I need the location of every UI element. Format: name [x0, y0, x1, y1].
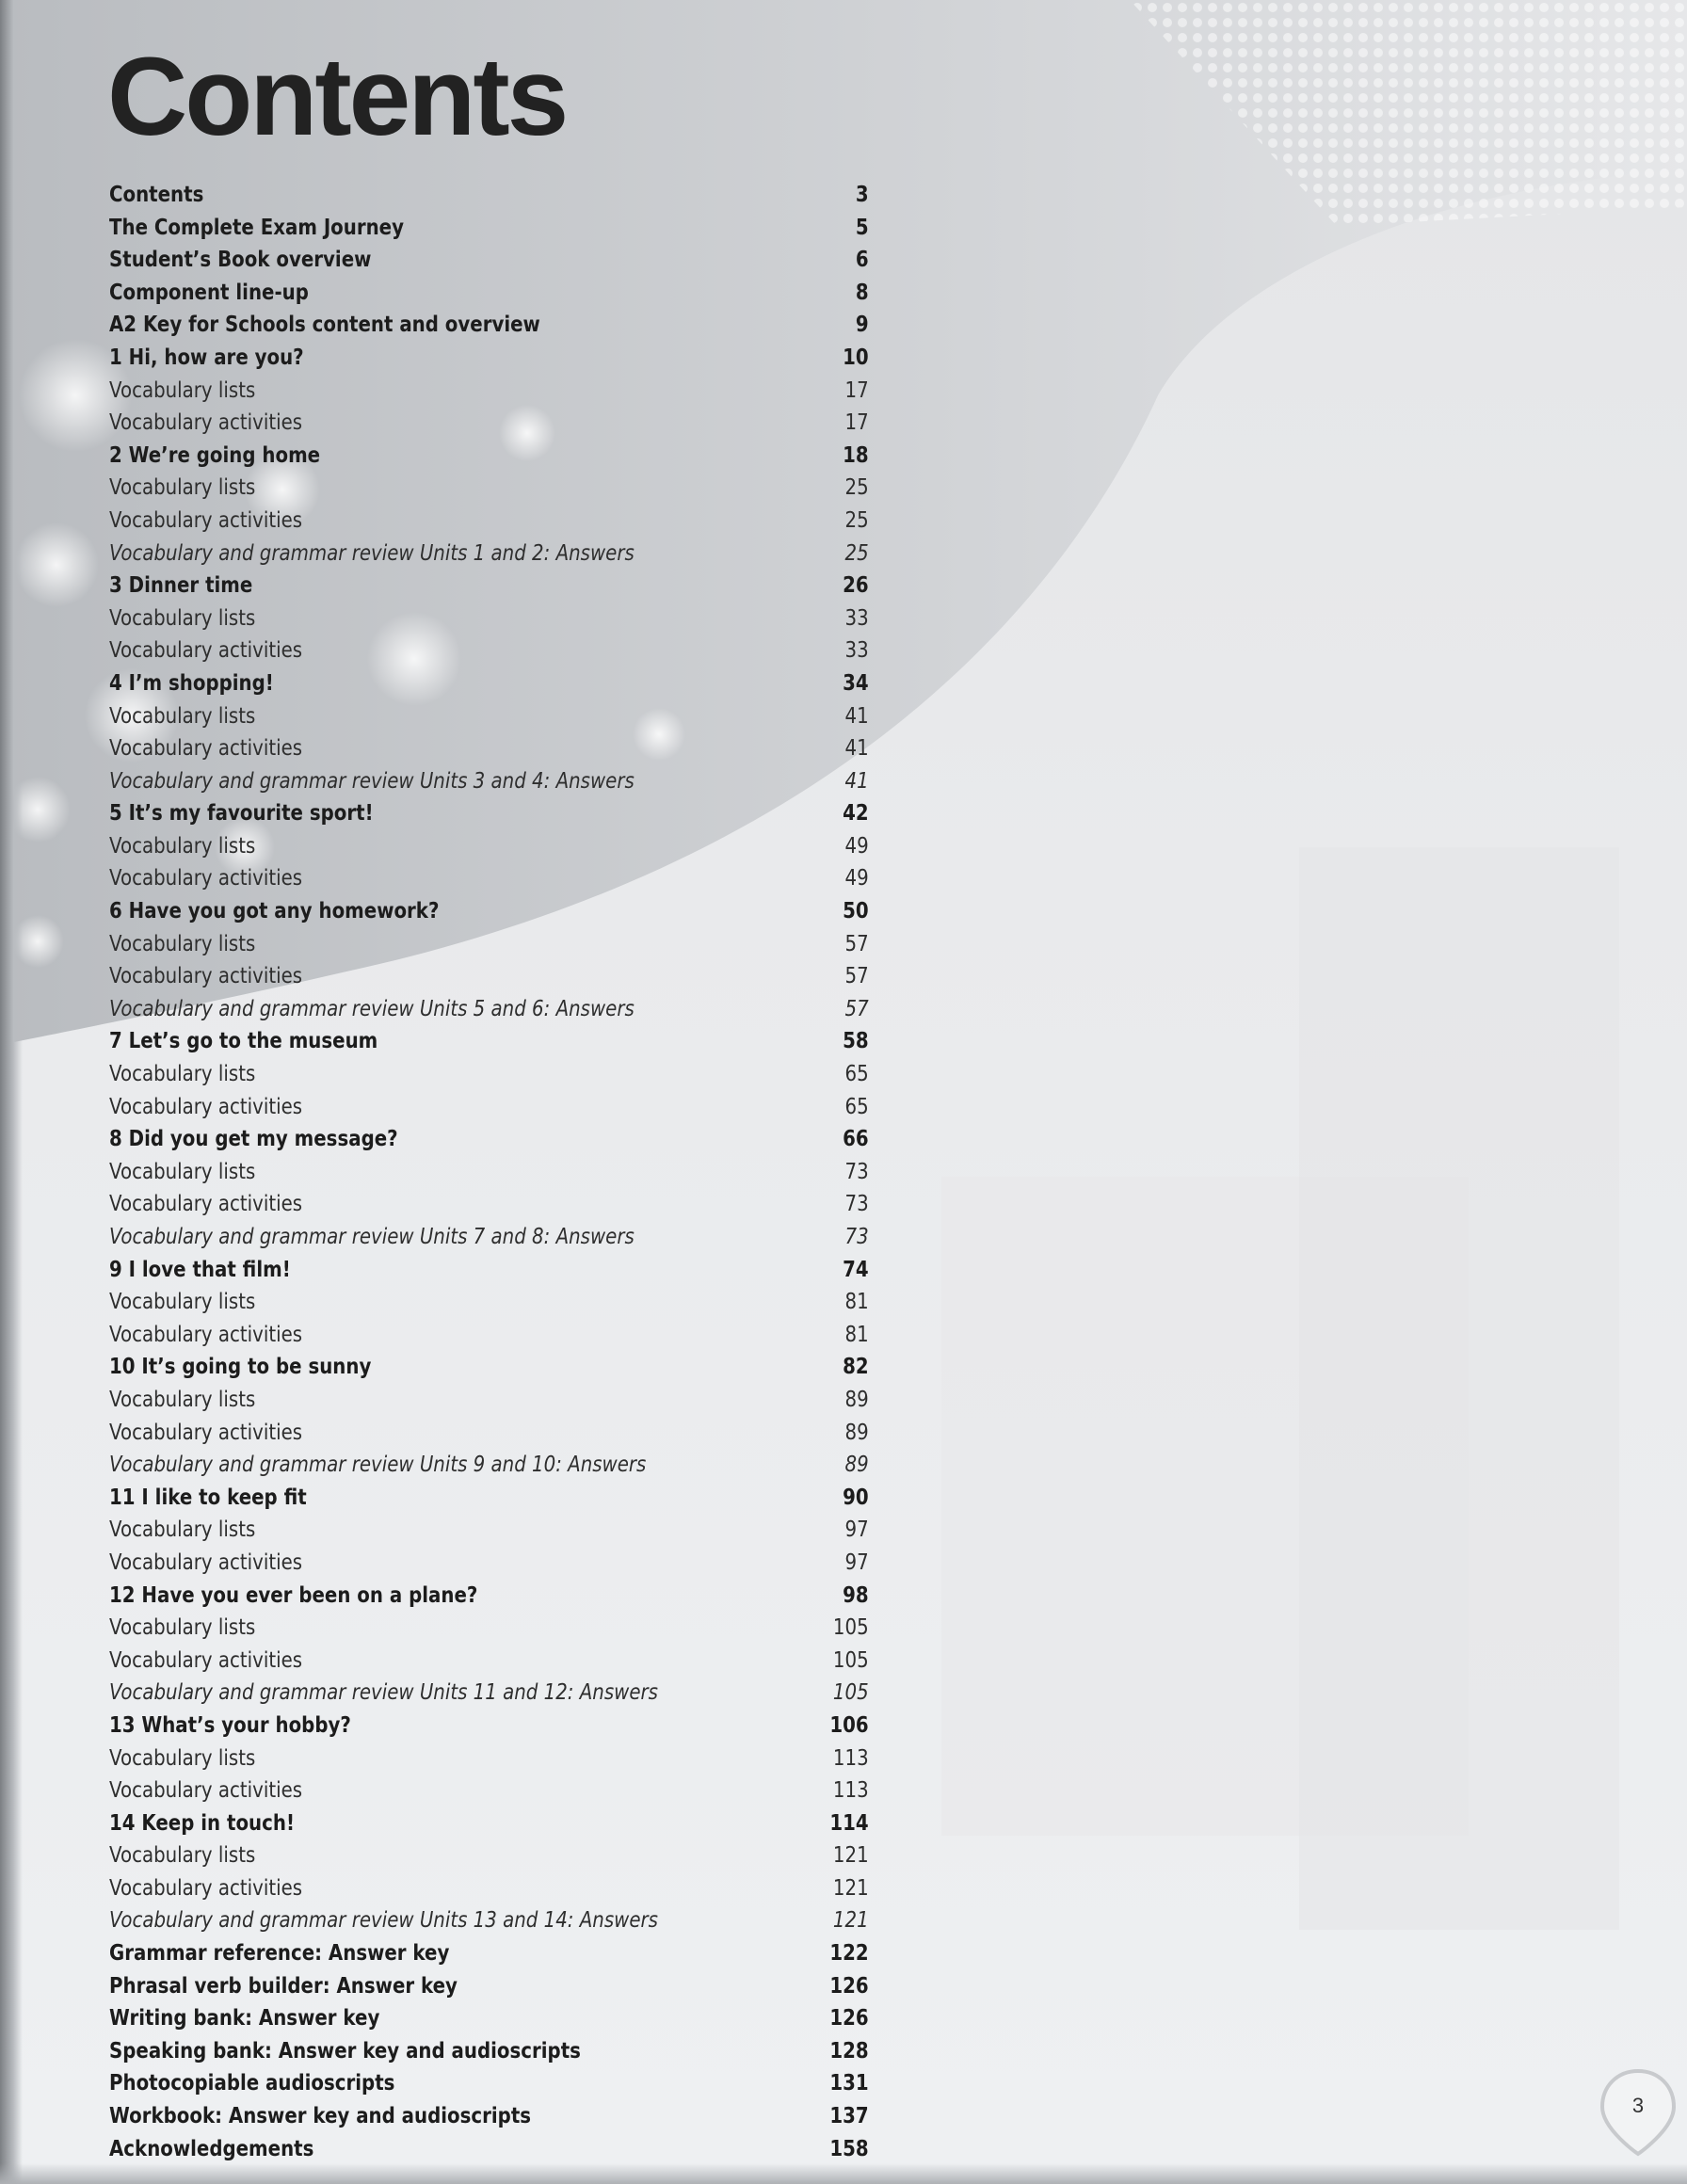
toc-entry	[109, 342, 869, 375]
toc-entry-page-number: 121	[832, 1875, 869, 1901]
toc-entry	[109, 634, 869, 667]
toc-entry-page-number: 8	[855, 280, 869, 305]
toc-entry	[109, 179, 869, 212]
toc-entry-page-number: 66	[843, 1127, 869, 1152]
toc-entry	[109, 700, 869, 733]
toc-entry-label: Vocabulary activities	[109, 1420, 303, 1445]
toc-entry	[109, 1839, 869, 1872]
toc-entry-page-number: 105	[832, 1615, 869, 1641]
toc-entry	[109, 732, 869, 765]
toc-entry	[109, 440, 869, 473]
toc-entry-label: Vocabulary activities	[109, 1778, 303, 1804]
toc-entry	[109, 570, 869, 602]
toc-entry-label: Vocabulary and grammar review Units 11 and 12: Answers	[109, 1680, 658, 1706]
toc-entry	[109, 1904, 869, 1937]
toc-entry-label: Phrasal verb builder: Answer key	[109, 1973, 458, 1999]
toc-entry	[109, 1970, 869, 2003]
toc-entry-label: 4 I’m shopping!	[109, 670, 274, 696]
toc-entry-page-number: 128	[829, 2038, 869, 2064]
toc-entry-page-number: 73	[844, 1192, 869, 1217]
toc-entry-label: Vocabulary lists	[109, 1290, 256, 1315]
toc-entry	[109, 1091, 869, 1124]
toc-entry-page-number: 65	[844, 1094, 869, 1119]
toc-entry	[109, 667, 869, 700]
toc-entry-label: Vocabulary and grammar review Units 13 and 14: Answers	[109, 1908, 658, 1934]
toc-entry-label: Vocabulary activities	[109, 1322, 303, 1347]
toc-entry-page-number: 26	[843, 573, 869, 599]
toc-entry-label: Grammar reference: Answer key	[109, 1941, 450, 1967]
toc-entry-label: Vocabulary activities	[109, 1094, 303, 1119]
toc-entry	[109, 1937, 869, 1970]
toc-entry-label: 1 Hi, how are you?	[109, 345, 304, 370]
toc-entry	[109, 830, 869, 863]
toc-entry-page-number: 81	[844, 1322, 869, 1347]
page-title: Contents	[107, 35, 567, 159]
toc-entry-page-number: 17	[844, 410, 869, 436]
toc-entry-label: Student’s Book overview	[109, 248, 372, 273]
page-number: 3	[1631, 2094, 1645, 2117]
toc-entry-label: 8 Did you get my message?	[109, 1127, 398, 1152]
toc-entry-page-number: 126	[829, 2006, 869, 2031]
toc-entry	[109, 1417, 869, 1450]
toc-entry-label: Photocopiable audioscripts	[109, 2071, 395, 2096]
toc-entry	[109, 1254, 869, 1287]
toc-entry-page-number: 33	[844, 638, 869, 664]
toc-entry-page-number: 3	[855, 183, 869, 207]
toc-entry	[109, 277, 869, 310]
toc-entry-page-number: 113	[832, 1778, 869, 1804]
toc-entry-label: 14 Keep in touch!	[109, 1810, 295, 1836]
toc-entry-label: Vocabulary lists	[109, 931, 256, 956]
toc-entry	[109, 928, 869, 961]
toc-entry	[109, 2067, 869, 2100]
toc-entry	[109, 1677, 869, 1710]
toc-entry-label: The Complete Exam Journey	[109, 215, 404, 240]
toc-entry	[109, 505, 869, 538]
toc-entry-label: Writing bank: Answer key	[109, 2006, 380, 2031]
toc-entry-label: Vocabulary lists	[109, 833, 256, 859]
toc-entry-label: Vocabulary activities	[109, 1647, 303, 1673]
toc-entry	[109, 1156, 869, 1189]
toc-entry-page-number: 5	[855, 215, 869, 240]
toc-entry-page-number: 114	[829, 1810, 869, 1836]
toc-entry-label: 10 It’s going to be sunny	[109, 1355, 372, 1380]
toc-entry-label: Vocabulary lists	[109, 1518, 256, 1543]
toc-entry-page-number: 9	[855, 313, 869, 338]
toc-entry-page-number: 34	[843, 670, 869, 696]
toc-entry-page-number: 17	[844, 377, 869, 403]
toc-entry	[109, 895, 869, 928]
toc-entry-page-number: 41	[844, 703, 869, 729]
toc-entry-label: 5 It’s my favourite sport!	[109, 801, 374, 827]
toc-entry-page-number: 105	[832, 1647, 869, 1673]
toc-entry	[109, 1221, 869, 1254]
toc-entry-label: Vocabulary lists	[109, 377, 256, 403]
toc-entry	[109, 538, 869, 570]
toc-entry-page-number: 41	[844, 768, 869, 794]
toc-entry	[109, 1384, 869, 1417]
toc-entry-page-number: 57	[844, 931, 869, 956]
toc-entry	[109, 1123, 869, 1156]
toc-entry-page-number: 105	[832, 1680, 869, 1706]
toc-entry	[109, 1742, 869, 1775]
toc-entry-label: Vocabulary activities	[109, 1550, 303, 1575]
toc-entry	[109, 1547, 869, 1580]
toc-entry	[109, 602, 869, 635]
toc-entry	[109, 993, 869, 1026]
toc-entry	[109, 244, 869, 277]
toc-entry-label: 2 We’re going home	[109, 442, 321, 468]
toc-entry-page-number: 131	[829, 2071, 869, 2096]
toc-entry	[109, 1351, 869, 1384]
toc-entry	[109, 1449, 869, 1482]
toc-entry-page-number: 58	[843, 1029, 869, 1054]
toc-entry-page-number: 25	[844, 507, 869, 533]
page-bottom-edge	[0, 2163, 1687, 2184]
toc-entry	[109, 1774, 869, 1807]
toc-entry-label: Vocabulary and grammar review Units 7 and 8: Answers	[109, 1225, 635, 1249]
toc-entry-page-number: 121	[832, 1843, 869, 1869]
toc-entry	[109, 2035, 869, 2068]
toc-entry	[109, 1807, 869, 1840]
toc-entry	[109, 2002, 869, 2035]
toc-entry-page-number: 25	[844, 540, 869, 566]
toc-entry-label: Vocabulary activities	[109, 736, 303, 762]
toc-entry-page-number: 33	[844, 605, 869, 631]
toc-entry-page-number: 97	[844, 1550, 869, 1575]
toc-entry-label: Vocabulary activities	[109, 410, 303, 436]
toc-entry-page-number: 126	[829, 1973, 869, 1999]
toc-entry-label: Contents	[109, 183, 204, 207]
toc-entry-page-number: 82	[843, 1355, 869, 1380]
toc-entry-label: Vocabulary and grammar review Units 1 and 2: Answers	[109, 540, 635, 566]
toc-entry-label: Vocabulary lists	[109, 1745, 256, 1771]
toc-entry-page-number: 89	[844, 1453, 869, 1478]
toc-entry-page-number: 122	[829, 1941, 869, 1967]
toc-entry-label: Vocabulary lists	[109, 703, 256, 729]
toc-entry-label: Vocabulary lists	[109, 1387, 256, 1412]
toc-entry	[109, 960, 869, 993]
toc-entry	[109, 862, 869, 895]
toc-entry-label: 6 Have you got any homework?	[109, 899, 440, 924]
toc-entry	[109, 1710, 869, 1742]
toc-entry-label: Workbook: Answer key and audioscripts	[109, 2104, 532, 2129]
toc-entry-label: Vocabulary activities	[109, 964, 303, 989]
toc-entry-page-number: 57	[844, 964, 869, 989]
toc-entry-label: Vocabulary lists	[109, 1843, 256, 1869]
toc-entry	[109, 1188, 869, 1221]
toc-entry-page-number: 65	[844, 1062, 869, 1087]
toc-entry-page-number: 113	[832, 1745, 869, 1771]
toc-entry-label: 9 I love that film!	[109, 1257, 291, 1282]
toc-entry-page-number: 73	[844, 1225, 869, 1249]
toc-entry-label: A2 Key for Schools content and overview	[109, 313, 540, 338]
toc-entry-page-number: 49	[844, 833, 869, 859]
toc-entry	[109, 1482, 869, 1515]
toc-entry-label: 3 Dinner time	[109, 573, 253, 599]
toc-entry	[109, 1058, 869, 1091]
toc-entry	[109, 1514, 869, 1547]
toc-entry-page-number: 74	[843, 1257, 869, 1282]
toc-entry	[109, 407, 869, 440]
toc-entry	[109, 1580, 869, 1613]
toc-entry	[109, 472, 869, 505]
toc-entry-label: 13 What’s your hobby?	[109, 1712, 351, 1738]
toc-entry	[109, 2133, 869, 2166]
toc-entry-page-number: 89	[844, 1387, 869, 1412]
toc-entry-page-number: 50	[843, 899, 869, 924]
toc-entry-label: Acknowledgements	[109, 2136, 314, 2161]
toc-entry-page-number: 10	[843, 345, 869, 370]
toc-entry-page-number: 97	[844, 1518, 869, 1543]
toc-entry-label: 11 I like to keep fit	[109, 1485, 307, 1510]
toc-entry-page-number: 121	[832, 1908, 869, 1934]
toc-entry-label: Vocabulary lists	[109, 475, 256, 501]
toc-entry-page-number: 42	[843, 801, 869, 827]
toc-entry-label: Vocabulary lists	[109, 1159, 256, 1184]
toc-entry-page-number: 41	[844, 736, 869, 762]
toc-entry-page-number: 106	[829, 1712, 869, 1738]
toc-entry	[109, 309, 869, 342]
toc-entry-page-number: 89	[844, 1420, 869, 1445]
toc-entry-label: Vocabulary lists	[109, 605, 256, 631]
toc-entry	[109, 765, 869, 798]
toc-entry-label: Vocabulary and grammar review Units 9 and 10: Answers	[109, 1453, 647, 1478]
toc-entry-page-number: 6	[855, 248, 869, 273]
toc-entry-label: Vocabulary lists	[109, 1062, 256, 1087]
toc-entry-label: Vocabulary activities	[109, 507, 303, 533]
page-spine-shadow	[0, 0, 23, 2184]
toc-entry-label: Vocabulary activities	[109, 1192, 303, 1217]
toc-entry-label: Vocabulary lists	[109, 1615, 256, 1641]
toc-entry-page-number: 18	[843, 442, 869, 468]
toc-entry-label: Speaking bank: Answer key and audioscripts	[109, 2038, 581, 2064]
toc-entry-label: 12 Have you ever been on a plane?	[109, 1582, 478, 1608]
toc-entry	[109, 2100, 869, 2133]
toc-entry-label: Vocabulary and grammar review Units 3 and 4: Answers	[109, 768, 635, 794]
toc-entry-page-number: 81	[844, 1290, 869, 1315]
toc-entry	[109, 797, 869, 830]
toc-entry-label: Vocabulary activities	[109, 1875, 303, 1901]
toc-entry	[109, 1286, 869, 1319]
toc-entry-page-number: 158	[829, 2136, 869, 2161]
table-of-contents	[109, 179, 891, 2165]
toc-entry	[109, 1319, 869, 1352]
toc-entry-label: Vocabulary and grammar review Units 5 and 6: Answers	[109, 996, 635, 1021]
toc-entry	[109, 1025, 869, 1058]
toc-entry-label: Vocabulary activities	[109, 638, 303, 664]
toc-entry	[109, 212, 869, 245]
toc-entry-page-number: 137	[829, 2104, 869, 2129]
toc-entry	[109, 375, 869, 408]
toc-entry-page-number: 49	[844, 866, 869, 891]
toc-entry	[109, 1645, 869, 1678]
toc-entry-page-number: 57	[844, 996, 869, 1021]
toc-entry-page-number: 90	[843, 1485, 869, 1510]
toc-entry-label: 7 Let’s go to the museum	[109, 1029, 378, 1054]
toc-entry-page-number: 98	[843, 1582, 869, 1608]
toc-entry-label: Component line-up	[109, 280, 309, 305]
toc-entry	[109, 1612, 869, 1645]
toc-entry-page-number: 25	[844, 475, 869, 501]
toc-entry	[109, 1872, 869, 1905]
toc-entry-page-number: 73	[844, 1159, 869, 1184]
toc-entry-label: Vocabulary activities	[109, 866, 303, 891]
